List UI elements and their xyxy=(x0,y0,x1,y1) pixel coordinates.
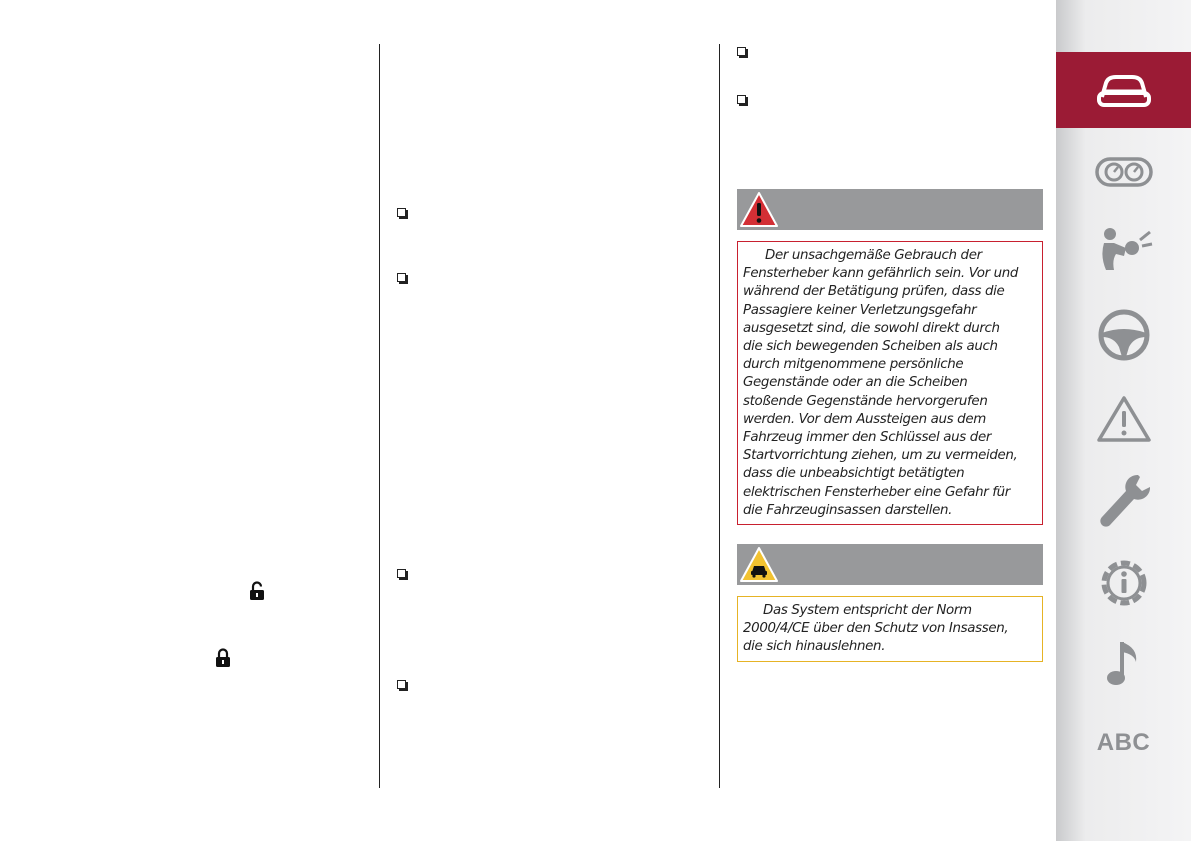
tab-technical-data[interactable] xyxy=(1056,545,1191,621)
warning-attention-icon xyxy=(739,191,779,229)
warning-box xyxy=(737,241,1043,525)
note-text: Das System entspricht der Norm 2000/4/CE über den Schutz von Insassen, die sich hinauslehnen. xyxy=(743,603,1009,655)
tab-maintenance[interactable] xyxy=(1056,463,1191,539)
list-bullet xyxy=(737,47,746,56)
lock-icon xyxy=(215,648,231,668)
warning-header-bar xyxy=(737,189,1043,230)
tab-vehicle[interactable] xyxy=(1056,52,1191,128)
music-note-icon xyxy=(1104,636,1144,692)
warning-text: Der unsachgemäße Gebrauch der Fensterheber kann gefährlich sein. Vor und während der Betätigung prüfen, dass die Passagiere keiner Verletzungsgefahr ausgesetzt sind, die sowohl direkt durch die sich bewegenden Scheiben als auch durch mitgenommene persönliche Gegenstände oder an die Scheiben stoßende Gegenstände hervorgerufen werden. Vor dem Aussteigen aus dem Fahrzeug immer den Schlüssel aus der Startvorrichtung ziehen, um zu vermeiden, dass die unbeabsichtigt betätigten elektrischen Fensterheber eine Gefahr für die Fahrzeuginsassen darstellen. xyxy=(743,248,1019,518)
warning-triangle-icon xyxy=(1096,394,1152,444)
service-info-gear-icon xyxy=(1096,555,1152,611)
tab-index[interactable] xyxy=(1056,705,1191,781)
list-bullet xyxy=(737,95,746,104)
list-bullet xyxy=(397,680,406,689)
airbag-passenger-icon xyxy=(1094,226,1154,276)
index-abc-label: ABC xyxy=(1096,729,1151,756)
tab-driving[interactable] xyxy=(1056,297,1191,373)
chapter-sidebar xyxy=(1056,0,1191,841)
column-divider-right xyxy=(719,44,720,788)
list-bullet xyxy=(397,208,406,217)
vehicle-note-icon xyxy=(739,546,779,584)
note-box xyxy=(737,596,1043,662)
steering-wheel-icon xyxy=(1096,307,1152,363)
note-header-bar xyxy=(737,544,1043,585)
dashboard-gauges-icon xyxy=(1094,153,1154,191)
tab-instruments[interactable] xyxy=(1056,134,1191,210)
tab-multimedia[interactable] xyxy=(1056,626,1191,702)
unlock-icon xyxy=(249,581,265,601)
car-icon xyxy=(1094,71,1154,109)
list-bullet xyxy=(397,569,406,578)
wrench-icon xyxy=(1096,471,1152,531)
column-divider-left xyxy=(379,44,380,788)
tab-emergency[interactable] xyxy=(1056,381,1191,457)
list-bullet xyxy=(397,273,406,282)
tab-safety[interactable] xyxy=(1056,213,1191,289)
